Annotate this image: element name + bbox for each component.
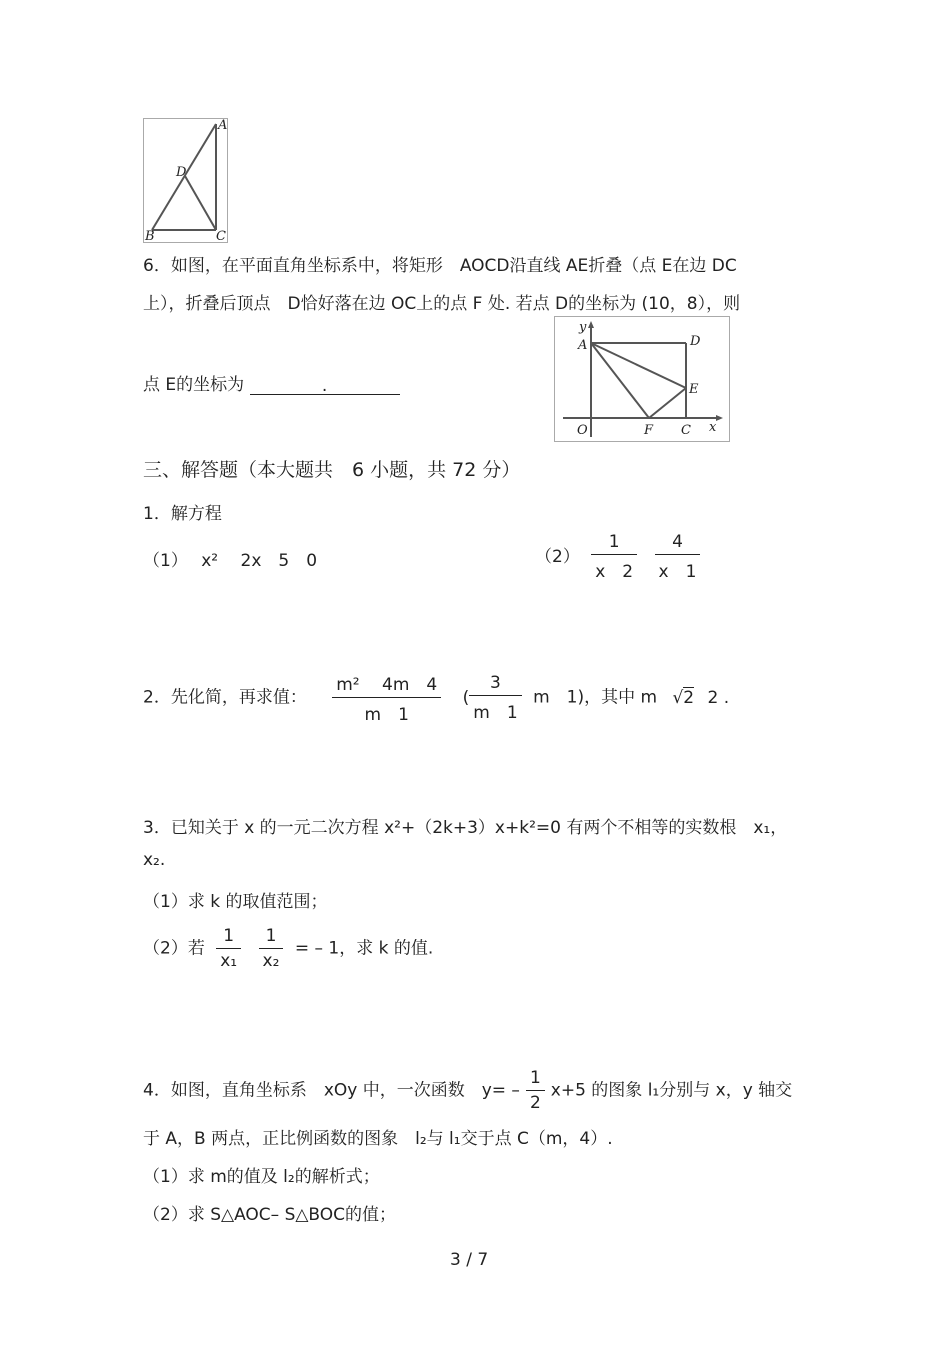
q6-line2: 上），折叠后顶点 D恰好落在边 OC上的点 F 处. 若点 D的坐标为 (10，8），则 bbox=[143, 294, 741, 314]
p1-part1 bbox=[143, 546, 317, 571]
fold-diagram bbox=[555, 317, 729, 441]
section-title: 三、解答题（本大题共 6 小题，共 72 分） bbox=[143, 459, 521, 481]
p3-part1: （1）求 k 的取值范围； bbox=[143, 892, 328, 912]
p4-part2: （2）求 S△AOC– S△BOC的值； bbox=[143, 1205, 397, 1225]
p1-title: 1．解方程 bbox=[143, 504, 222, 524]
p1-part1-expr: x² 2x 5 0 bbox=[201, 551, 318, 571]
p3-line1: 3．已知关于 x 的一元二次方程 x²+（2k+3）x+k²=0 有两个不相等的实数根 x₁， bbox=[143, 818, 788, 838]
p3-part2-label: （2）若 bbox=[143, 938, 205, 959]
label-f: F bbox=[644, 423, 654, 438]
p2-frac1: $\frac{\text{m² 4m 4}}{m 1}$ bbox=[332, 670, 441, 725]
label-a: A bbox=[578, 338, 588, 353]
label-d: D bbox=[176, 165, 187, 180]
label-d: D bbox=[690, 334, 701, 349]
p3-part2 bbox=[143, 926, 433, 971]
p1-part2-label: （2） bbox=[535, 547, 580, 567]
label-e: E bbox=[689, 382, 699, 397]
q6-line1: 6．如图，在平面直角坐标系中，将矩形 AOCD沿直线 AE折叠（点 E在边 DC bbox=[143, 256, 737, 276]
p2-sqrt: √2 bbox=[672, 687, 695, 708]
p3-frac2: $\frac{1}{\text{x₂}}$ bbox=[259, 926, 284, 971]
q6-line3 bbox=[143, 370, 400, 395]
triangle-diagram bbox=[144, 119, 227, 242]
p3-frac1: $\frac{1}{\text{x₁}}$ bbox=[216, 926, 241, 971]
p4-line1-prefix: 4．如图，直角坐标系 xOy 中，一次函数 y= – bbox=[143, 1080, 520, 1101]
p1-part1-label: （1） bbox=[143, 551, 188, 571]
p1-frac2: $\frac{4}{x 1}$ bbox=[655, 532, 701, 582]
figure-triangle bbox=[143, 118, 228, 243]
label-b: B bbox=[145, 229, 155, 242]
label-x: x bbox=[709, 420, 717, 435]
label-c: C bbox=[681, 423, 691, 438]
x-arrow bbox=[716, 415, 723, 421]
p4-part1: （1）求 m的值及 l₂的解析式； bbox=[143, 1167, 380, 1187]
y-arrow bbox=[588, 321, 594, 328]
label-a: A bbox=[218, 119, 227, 133]
segment-af bbox=[591, 343, 649, 418]
p2-tail: 2 . bbox=[707, 687, 730, 708]
p4-line2: 于 A，B 两点，正比例函数的图象 l₂与 l₁交于点 C（m，4）. bbox=[143, 1129, 613, 1149]
p4-line1 bbox=[143, 1068, 792, 1113]
p2-mid: m 1)，其中 m bbox=[533, 687, 658, 708]
label-c: C bbox=[216, 229, 226, 242]
p2-frac2: $\frac{3}{m 1}$ bbox=[469, 673, 521, 723]
p3-part2-tail: = – 1，求 k 的值. bbox=[294, 938, 434, 959]
label-o: O bbox=[577, 423, 588, 438]
p1-part2 bbox=[535, 532, 706, 582]
p2-prefix: 2．先化简，再求值： bbox=[143, 687, 307, 708]
p1-frac1: $\frac{1}{x 2}$ bbox=[591, 532, 637, 582]
p3-line2: x₂. bbox=[143, 850, 166, 870]
segment-dc bbox=[185, 176, 216, 230]
p4-line1-suffix: x+5 的图象 l₁分别与 x，y 轴交 bbox=[550, 1080, 793, 1101]
p2-line bbox=[143, 670, 729, 725]
page-number: 3 / 7 bbox=[450, 1250, 489, 1270]
p4-frac: $\frac{1}{2}$ bbox=[526, 1068, 545, 1113]
q6-line3-prefix: 点 E的坐标为 bbox=[143, 375, 245, 395]
label-y: y bbox=[579, 320, 587, 335]
figure-coordinate-fold bbox=[554, 316, 730, 442]
segment-fe bbox=[649, 388, 686, 418]
segment-ae bbox=[591, 343, 686, 388]
p2-paren-open: ( bbox=[462, 687, 470, 708]
answer-blank: . bbox=[250, 376, 400, 395]
